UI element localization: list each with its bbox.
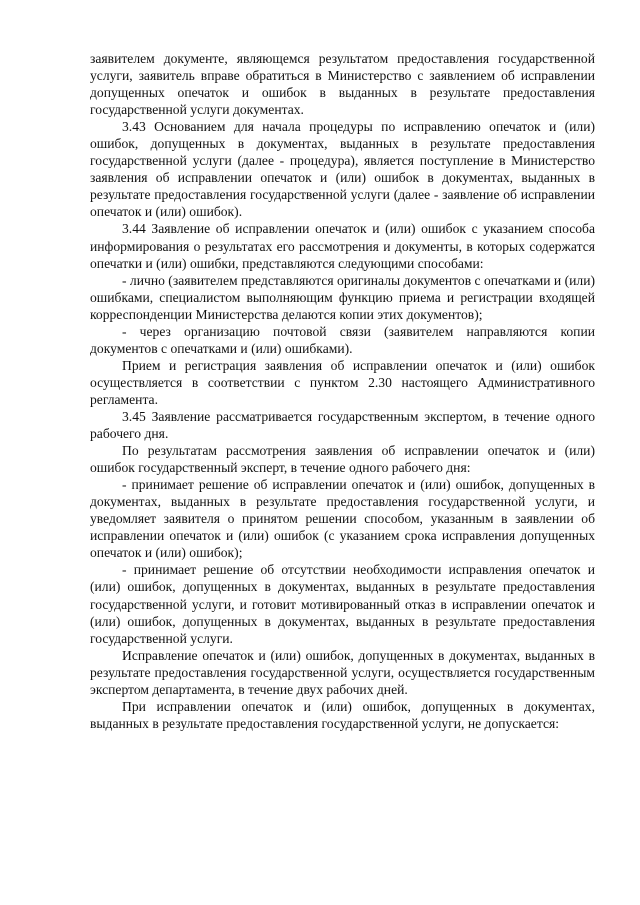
paragraph-correction-term: Исправление опечаток и (или) ошибок, допущенных в документах, выданных в результате предоставления государственной услуги, осуществляется государственным экспертом департамента, в течение двух рабочих дней. — [90, 647, 595, 697]
paragraph-review-results: По результатам рассмотрения заявления об исправлении опечаток и (или) ошибок государственный эксперт, в течение одного рабочего дня: — [90, 443, 595, 476]
list-item-postal: - через организацию почтовой связи (заявителем направляются копии документов с опечатками и (или) ошибками). — [90, 323, 595, 356]
paragraph-1: заявителем документе, являющемся результатом предоставления государственной услуги, заявитель вправе обратиться в Министерство с заявлением об исправлении допущенных опечаток и ошибок в выданных в результате предоставления государственной услуги документах. — [90, 51, 595, 118]
document-page — [90, 50, 595, 732]
paragraph-3-44: 3.44 Заявление об исправлении опечаток и (или) ошибок с указанием способа информирования о результатах его рассмотрения и документы, в которых содержатся опечатки и (или) ошибки, представляются следующими способами: — [90, 221, 595, 271]
paragraph-not-allowed: При исправлении опечаток и (или) ошибок, допущенных в документах, выданных в результате предоставления государственной услуги, не допускается: — [90, 698, 595, 731]
paragraph-3-45: 3.45 Заявление рассматривается государственным экспертом, в течение одного рабочего дня. — [90, 408, 595, 442]
list-item-decision-correct: - принимает решение об исправлении опечаток и (или) ошибок, допущенных в документах, выданных в результате предоставления государственной услуги, и уведомляет заявителя о принятом решении способом, указанным в заявлении об исправлении опечаток и (или) ошибок (с указанием срока исправления допущенных опечаток и (или) ошибок); — [90, 477, 595, 561]
paragraph-3-43: 3.43 Основанием для начала процедуры по исправлению опечаток и (или) ошибок, допущенных в документах, выданных в результате предоставления государственной услуги (далее - процедура), является поступление в Министерство заявления об исправлении опечаток и (или) ошибок в документах, выданных в результате предоставления государственной услуги (далее - заявление об исправлении опечаток и (или) ошибок). — [90, 119, 595, 220]
paragraph-registration: Прием и регистрация заявления об исправлении опечаток и (или) ошибок осуществляется в соответствии с пунктом 2.30 настоящего Административного регламента. — [90, 357, 595, 407]
list-item-personal: - лично (заявителем представляются оригиналы документов с опечатками и (или) ошибками, специалистом выполняющим функцию приема и регистрации входящей корреспонденции Министерства делаются копии этих документов); — [90, 272, 595, 322]
list-item-decision-refuse: - принимает решение об отсутствии необходимости исправления опечаток и (или) ошибок, допущенных в документах, выданных в результате предоставления государственной услуги, и готовит мотивированный отказ в исправлении опечаток и (или) ошибок, допущенных в документах, выданных в результате предоставления государственной услуги. — [90, 562, 595, 646]
